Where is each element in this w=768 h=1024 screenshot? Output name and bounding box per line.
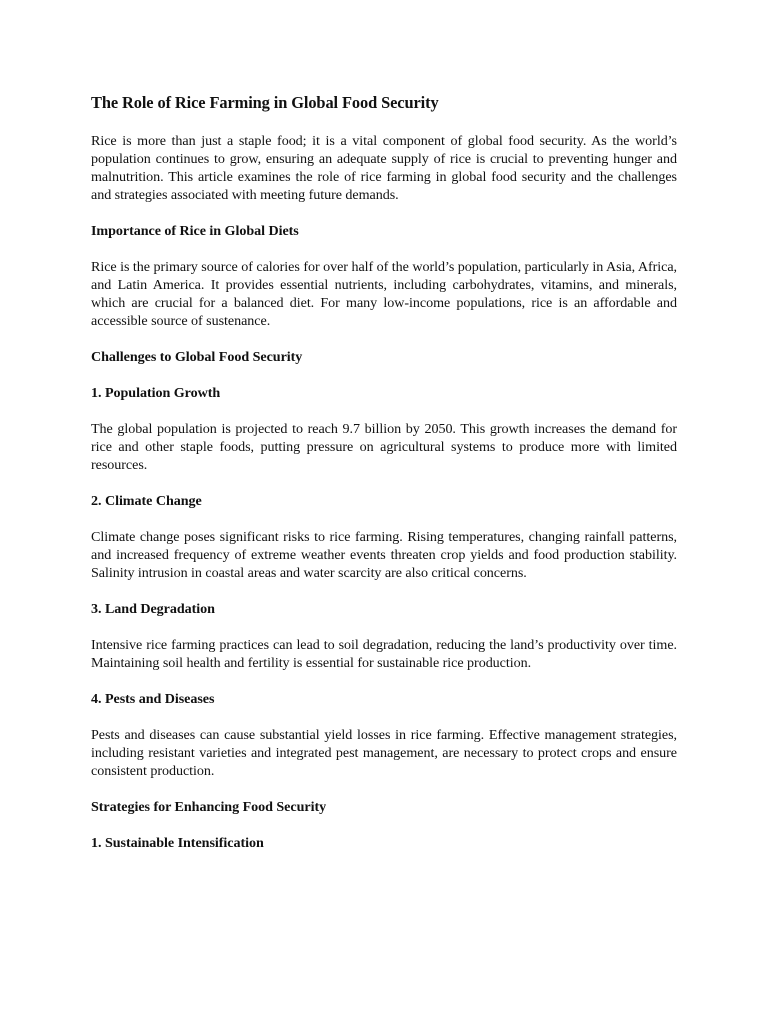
section-heading-importance: Importance of Rice in Global Diets (91, 223, 299, 239)
subheading-pests-diseases: 4. Pests and Diseases (91, 691, 215, 707)
land-degradation-paragraph: Intensive rice farming practices can lead to soil degradation, reducing the land’s productivity over time. Maintaining soil health and fertility is essential for sustainable rice production. (91, 637, 677, 671)
section-heading-challenges: Challenges to Global Food Security (91, 349, 303, 365)
subheading-land-degradation: 3. Land Degradation (91, 601, 215, 617)
document-title: The Role of Rice Farming in Global Food Security (91, 93, 439, 112)
section-heading-strategies: Strategies for Enhancing Food Security (91, 799, 327, 815)
intro-paragraph: Rice is more than just a staple food; it is a vital component of global food security. As the world’s population continues to grow, ensuring an adequate supply of rice is crucial to preventing hunger and malnutrition. This article examines the role of rice farming in global food security and the challenges and strategies associated with meeting future demands. (91, 133, 677, 203)
subheading-climate-change: 2. Climate Change (91, 493, 202, 509)
importance-paragraph: Rice is the primary source of calories for over half of the world’s population, particularly in Asia, Africa, and Latin America. It provides essential nutrients, including carbohydrates, vitamins, and minerals, which are crucial for a balanced diet. For many low-income populations, rice is an affordable and accessible source of sustenance. (91, 259, 677, 329)
subheading-sustainable-intensification: 1. Sustainable Intensification (91, 835, 264, 851)
population-growth-paragraph: The global population is projected to reach 9.7 billion by 2050. This growth increases the demand for rice and other staple foods, putting pressure on agricultural systems to produce more with limited resources. (91, 421, 677, 473)
subheading-population-growth: 1. Population Growth (91, 385, 221, 401)
climate-change-paragraph: Climate change poses significant risks to rice farming. Rising temperatures, changing rainfall patterns, and increased frequency of extreme weather events threaten crop yields and food production stability. Salinity intrusion in coastal areas and water scarcity are also critical concerns. (91, 529, 677, 581)
pests-diseases-paragraph: Pests and diseases can cause substantial yield losses in rice farming. Effective management strategies, including resistant varieties and integrated pest management, are necessary to protect crops and ensure consistent production. (91, 727, 677, 779)
document-page (91, 92, 677, 870)
